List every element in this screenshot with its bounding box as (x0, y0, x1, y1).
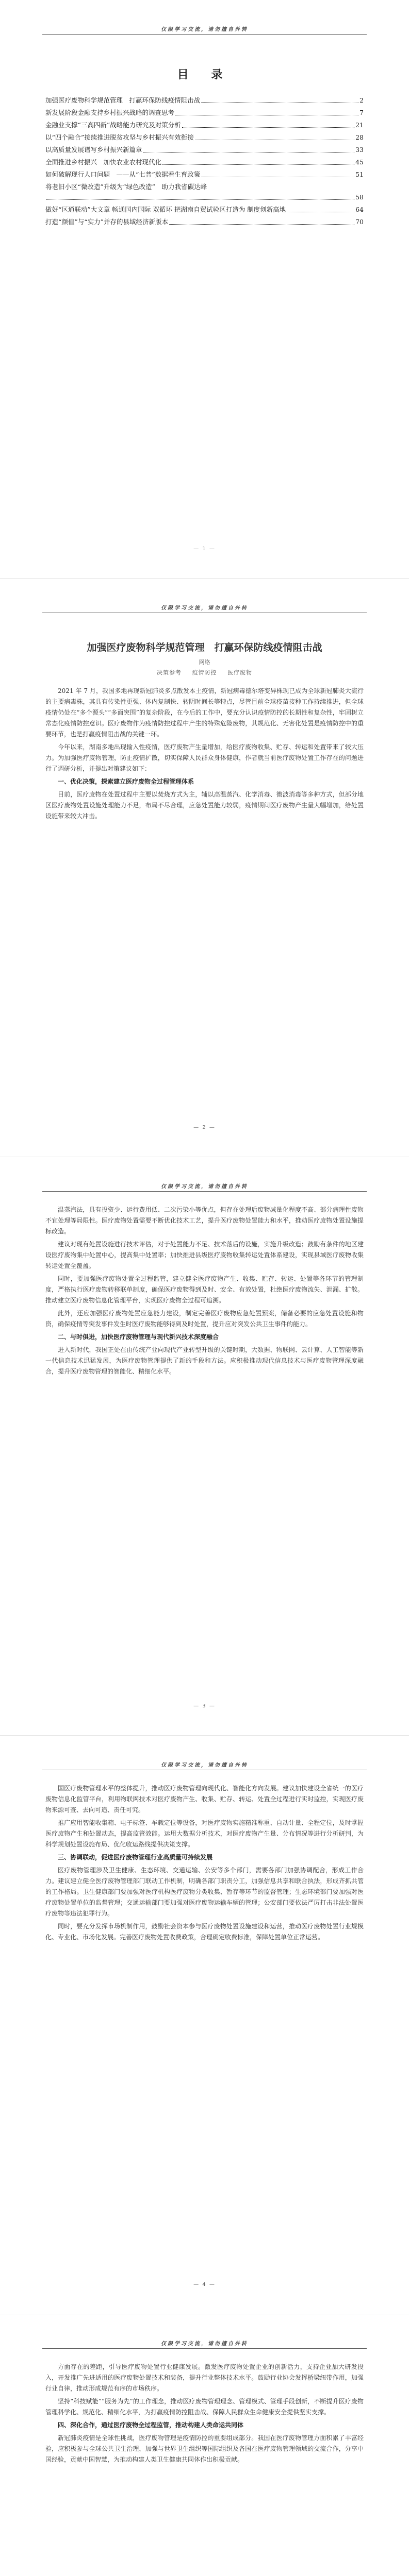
article-source: 网络 (199, 659, 210, 666)
keyword: 医疗废物 (227, 669, 252, 676)
paragraph-flow (45, 686, 364, 822)
body-paragraph: 目前，医疗废物在处置过程中主要以焚烧方式为主，辅以高温蒸汽、化学消毒、微波消毒等多种方式，但部分地区医疗废物处置设施处理能力不足，布局不尽合理，应急处置能力较弱，疫情期间医疗废物产生量大幅增加，给处置设施带来较大冲击。 (45, 791, 364, 820)
toc-entry[interactable] (45, 120, 364, 130)
toc-entry[interactable] (45, 108, 364, 118)
toc (45, 47, 364, 229)
paragraph-flow (45, 1205, 364, 1377)
section-heading: 四、深化合作，通过医疗废物全过程监管，推动构建人类命运共同体 (58, 2421, 244, 2429)
toc-leader (169, 224, 354, 225)
article-keywords (45, 668, 364, 676)
header-rule (42, 2348, 367, 2349)
toc-entry-page: 70 (355, 218, 364, 226)
page-header: 仅限学习交流，请勿擅自外转 (161, 2341, 248, 2347)
article-body (45, 2362, 364, 2467)
toc-entry-page: 28 (355, 133, 364, 141)
toc-entry-text: 以“四个融合”接续推进脱贫攻坚与乡村振兴有效衔接 (45, 133, 194, 141)
toc-entry-page: 7 (359, 109, 364, 116)
body-paragraph: 医疗废物管理涉及卫生健康、生态环境、交通运输、公安等多个部门，需要各部门加强协调配合，形成工作合力。建议建立健全医疗废物管理部门联动工作机制，明确各部门职责分工，加强信息共享和联合执法，形成齐抓共管的工作格局。卫生健康部门要加强对医疗机构医疗废物分类收集、暂存等环节的监督管理；生态环境部门要加强对医疗废物处置单位的监督管理；交通运输部门要加强对医疗废物运输车辆的管理；公安部门要依法严厉打击非法处置医疗废物等违法犯罪行为。 (45, 1867, 364, 1917)
article-body (45, 1205, 364, 1379)
page-article-1 (0, 579, 409, 1157)
toc-entry-text: 新发展阶段金融支持乡村振兴战略的调查思考 (45, 109, 175, 116)
header-rule (42, 34, 367, 35)
body-paragraph: 温蒸汽法，具有投资少、运行费用低、二次污染小等优点，但存在处理后废物减量化程度不高、部分病理性废物不宜处理等局限性。医疗废物处置需要不断优化技术工艺，提升医疗废物处置能力和水平，推动医疗废物处置设施提标改造。 (45, 1206, 364, 1235)
body-paragraph: 新冠肺炎疫情是全球性挑战，医疗废物管理是疫情防控的重要组成部分。我国在医疗废物管理方面积累了丰富经验，应积极参与全球公共卫生治理，加强与世界卫生组织等国际组织及各国在医疗废物管理领域的交流合作，分享中国经验，贡献中国智慧，为推动构建人类卫生健康共同体作出积极贡献。 (45, 2434, 364, 2463)
keyword: 决策参考 (157, 669, 182, 676)
toc-leader (162, 164, 354, 165)
paragraph-flow (45, 1783, 364, 1943)
toc-entry-page: 21 (355, 121, 364, 129)
page-number: — 1 — (193, 546, 216, 552)
toc-entry[interactable] (45, 217, 364, 227)
toc-leader (182, 127, 354, 128)
body-paragraph: 此外，还应加强医疗废物处置应急能力建设，制定完善医疗废物应急处置预案，储备必要的应急处置设施和物资，确保疫情等突发事件发生时医疗废物能够得到及时处置，提升应对突发公共卫生事件的能力。 (45, 1310, 364, 1328)
body-paragraph: 国医疗废物管理水平的整体提升，推动医疗废物管理向现代化、智能化方向发展。建议加快建设全省统一的医疗废物信息化监管平台，利用物联网技术对医疗废物产生、收集、贮存、转运、处置全过程进行实时监控，实现医疗废物来源可查、去向可追、责任可究。 (45, 1785, 364, 1814)
page-article-4 (0, 2314, 409, 2576)
toc-entry[interactable] (45, 95, 364, 106)
body-paragraph: 进入新时代，我国正处在由传统产业向现代产业转型升级的关键时期，大数据、物联网、云计算、人工智能等新一代信息技术迅猛发展，为医疗废物管理提供了新的手段和方法。应积极推动现代信息技术与医疗废物管理深度融合，提升医疗废物管理的智能化、精细化水平。 (45, 1346, 364, 1375)
toc-title: 目 录 (177, 68, 232, 81)
page-number: — 4 — (193, 2282, 216, 2287)
page-toc (0, 0, 409, 578)
page-header: 仅限学习交流，请勿擅自外转 (161, 605, 248, 611)
section-heading: 一、优化决策，探索建立医疗废物全过程管理体系 (58, 778, 194, 785)
article-body (45, 1783, 364, 1945)
toc-entry-page: 51 (355, 171, 364, 178)
body-paragraph: 今年以来，湖南多地出现输入性疫情，医疗废物产生量增加，给医疗废物收集、贮存、转运和处置带来了较大压力。为加强医疗废物管理，防止疫情扩散，切实保障人民群众身体健康，作者就当前医疗废物处置工作存在的问题进行了调研分析，并提出对策建议如下： (45, 743, 364, 772)
body-paragraph: 坚持“科技赋能”“服务为先”的工作理念，推动医疗废物管理理念、管理模式、管理手段创新，不断提升医疗废物管理科学化、规范化、精细化水平，为打赢疫情防控阻击战、保障人民群众生命健康安全提供坚实支撑。 (45, 2398, 364, 2416)
toc-entry-page: 33 (355, 146, 364, 154)
toc-entry-page: 45 (355, 158, 364, 166)
toc-entry[interactable] (45, 182, 364, 202)
body-paragraph: 2021 年 7 月，我国多地再现新冠肺炎多点散发本土疫情，新冠病毒德尔塔变异株现已成为全球新冠肺炎大流行的主要病毒株，其具有传染性更强、体内复制快、转阴时间长等特点，尽管目前全球疫苗接种工作持续推进，但全球疫情仍处在“多个源头”“多面突围”的复杂阶段，在今后的工作中，要充分认识疫情防控的长期性和复杂性，牢固树立常态化疫情防控意识。医疗废物作为疫情防控过程中产生的特殊危险废物，其规范化、无害化处置是疫情防控中的重要环节，也是打赢疫情阻击战的关键一环。 (45, 687, 364, 738)
page-number: — 3 — (193, 1703, 216, 1709)
article-body (45, 626, 364, 824)
toc-entry-text: 加强医疗废物科学规范管理 打赢环保防线疫情阻击战 (45, 96, 201, 104)
body-paragraph: 同时，要加强医疗废物处置全过程监管，建立健全医疗废物产生、收集、贮存、转运、处置等各环节的管理制度，严格执行医疗废物转移联单制度，确保医疗废物得到及时、安全、有效处置，杜绝医疗废物流失、泄漏、扩散。推动建立医疗废物信息化管理平台，实现医疗废物全过程可追溯。 (45, 1275, 364, 1304)
body-paragraph: 建议对现有处置设施进行技术评估，对于处置能力不足、技术落后的设施，实施升级改造；鼓励有条件的地区建设医疗废物集中处置中心，提高集中处置率；加快推进县级医疗废物收集转运处置体系建设，实现县域医疗废物收集转运处置全覆盖。 (45, 1241, 364, 1269)
toc-entry-text: 打造“颜值”与“实力”并存的县域经济新版本 (45, 218, 169, 226)
page-article-2 (0, 1157, 409, 1735)
page-article-3 (0, 1736, 409, 2314)
toc-entry[interactable] (45, 157, 364, 167)
paragraph-flow (45, 2362, 364, 2465)
page-header: 仅限学习交流，请勿擅自外转 (161, 27, 248, 32)
toc-entry[interactable] (45, 132, 364, 143)
page-header: 仅限学习交流，请勿擅自外转 (161, 1184, 248, 1190)
toc-entry-text: 金融业支撑“三高四新”战略能力研究及对策分析 (45, 121, 181, 129)
toc-entry-text: 以高质量发展谱写乡村振兴新篇章 (45, 146, 142, 154)
article-title: 加强医疗废物科学规范管理 打赢环保防线疫情阻击战 (87, 642, 322, 653)
toc-entry-text: 将老旧小区“微改造”升级为“绿色改造” 助力我省碳达峰 (45, 183, 207, 191)
section-heading: 二、与时俱进，加快医疗废物管理与现代新兴技术深度融合 (58, 1333, 219, 1341)
page-number: — 2 — (193, 1125, 216, 1130)
toc-entry-page: 58 (355, 193, 364, 201)
toc-entry-text: 做好“区通联动”大文章 畅通国内国际 双循环 把湖南自贸试验区打造为 制度创新高地 (45, 206, 286, 213)
keyword: 疫情防控 (192, 669, 217, 676)
header-rule (42, 1191, 367, 1192)
toc-entry[interactable] (45, 205, 364, 215)
body-paragraph: 方面存在的差距，引导医疗废物处置行业健康发展。激发医疗废物处置企业的创新活力，支持企业加大研发投入，开发推广先进适用的医疗废物处置技术和装备，提升行业整体技术水平。鼓励行业协会发挥桥梁纽带作用，加强行业自律，推动形成规范有序的市场秩序。 (45, 2363, 364, 2392)
body-paragraph: 同时，要充分发挥市场机制作用，鼓励社会资本参与医疗废物处置设施建设和运营，推动医疗废物处置行业规模化、专业化、市场化发展。完善医疗废物处置收费政策，合理确定收费标准，保障处置单位正常运营。 (45, 1923, 364, 1941)
toc-leader (46, 199, 354, 200)
toc-entry[interactable] (45, 145, 364, 155)
body-paragraph: 推广应用智能收集箱、电子标签、车载定位等设备，对医疗废物实施精准称重、自动计量、全程定位，及时掌握医疗废物产生和处置动态，提高监管效能。运用大数据分析技术，对医疗废物产生量、分布情况等进行分析研判，为科学规划处置设施布局、优化收运路线提供决策支撑。 (45, 1819, 364, 1848)
toc-entry[interactable] (45, 170, 364, 180)
toc-entry-page: 2 (359, 96, 364, 104)
page-header: 仅限学习交流，请勿擅自外转 (161, 1762, 248, 1768)
toc-entry-text: 全面推进乡村振兴 加快农业农村现代化 (45, 158, 162, 166)
toc-entry-text: 如何破解现行人口问题 ——从“七普”数据看生育政策 (45, 171, 201, 178)
toc-entry-page: 64 (355, 206, 364, 213)
section-heading: 三、协调联动，促进医疗废物管理行业高质量可持续发展 (58, 1854, 213, 1861)
